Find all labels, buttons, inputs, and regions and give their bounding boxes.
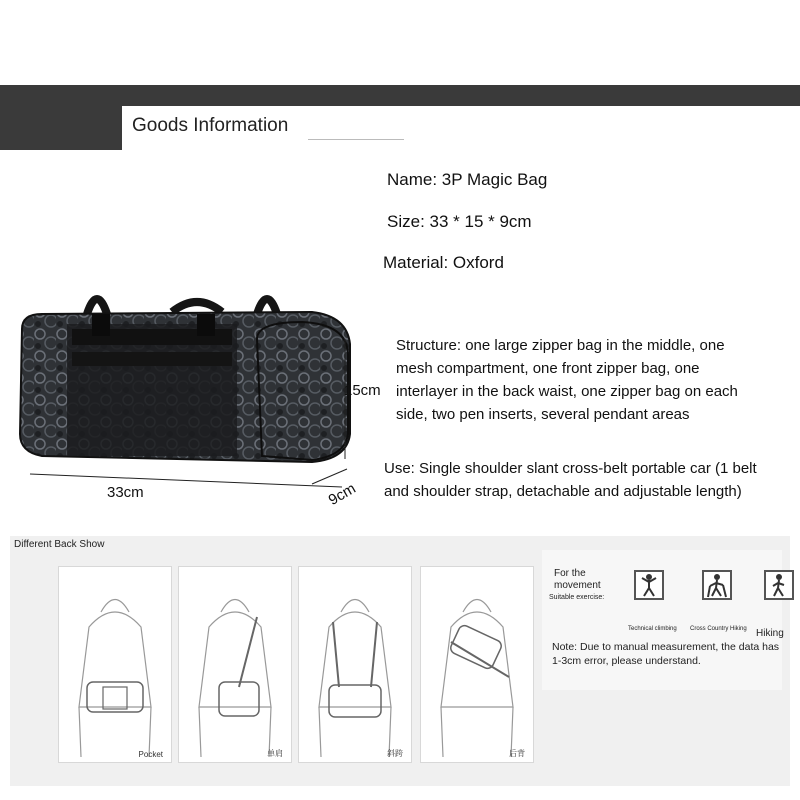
back-show-card-shoulder	[178, 566, 292, 763]
structure-text	[396, 334, 796, 426]
structure-line: side, two pen inserts, several pendant areas	[396, 406, 690, 423]
back-show-title: Different Back Show	[14, 539, 105, 550]
activity-hiking	[756, 570, 798, 639]
activity-climbing	[628, 570, 677, 632]
card-label: Pocket	[138, 750, 163, 759]
card-label: 后背	[509, 749, 525, 758]
use-line: and shoulder strap, detachable and adjustable length)	[384, 483, 742, 500]
dimension-depth: 9cm	[325, 480, 359, 509]
activity-label: Technical climbing	[628, 626, 677, 632]
movement-title-line: For the	[554, 568, 586, 579]
buckle	[92, 314, 110, 336]
use-line: Use: Single shoulder slant cross-belt portable car (1 belt	[384, 460, 757, 477]
person-back-icon	[421, 567, 533, 762]
top-handle	[172, 302, 222, 312]
structure-line: interlayer in the back waist, one zipper bag on each	[396, 383, 738, 400]
spec-material: Material: Oxford	[383, 253, 504, 272]
person-waist-icon	[59, 567, 171, 762]
movement-title-line: movement	[554, 580, 601, 591]
bag-illustration	[12, 284, 392, 524]
person-crossbody-icon	[299, 567, 411, 762]
molle-strap	[72, 352, 232, 366]
movement-subtitle: Suitable exercise:	[549, 594, 605, 601]
climbing-icon	[634, 570, 664, 600]
use-text	[384, 457, 796, 503]
back-show-card-crossbody	[298, 566, 412, 763]
movement-panel	[542, 550, 782, 690]
person-shoulder-icon	[179, 567, 291, 762]
hiking-poles-icon	[702, 570, 732, 600]
structure-line: mesh compartment, one front zipper bag, one	[396, 360, 700, 377]
movement-title	[554, 568, 601, 592]
card-label: 斜跨	[387, 749, 403, 758]
page-title: Goods Information	[132, 115, 289, 136]
hiking-icon	[764, 570, 794, 600]
buckle	[197, 314, 215, 336]
structure-line: Structure: one large zipper bag in the middle, one	[396, 337, 725, 354]
card-label: 单肩	[267, 749, 283, 758]
back-show-card-back	[420, 566, 534, 763]
spec-size: Size: 33 * 15 * 9cm	[387, 212, 532, 231]
spec-name: Name: 3P Magic Bag	[387, 170, 548, 189]
activity-label: Cross Country Hiking	[690, 626, 747, 632]
header-divider	[308, 139, 404, 140]
back-show-card-pocket	[58, 566, 172, 763]
dimension-width: 33cm	[107, 484, 144, 501]
header-card	[122, 106, 800, 150]
dimension-height: 15cm	[344, 382, 381, 399]
activity-cross-country	[690, 570, 747, 632]
activity-label: Hiking	[756, 628, 784, 639]
strap-loop-left	[87, 299, 107, 314]
measurement-note: Note: Due to manual measurement, the data has 1-3cm error, please understand.	[552, 641, 780, 667]
back-show-panel	[10, 536, 790, 786]
side-pocket	[257, 322, 348, 460]
